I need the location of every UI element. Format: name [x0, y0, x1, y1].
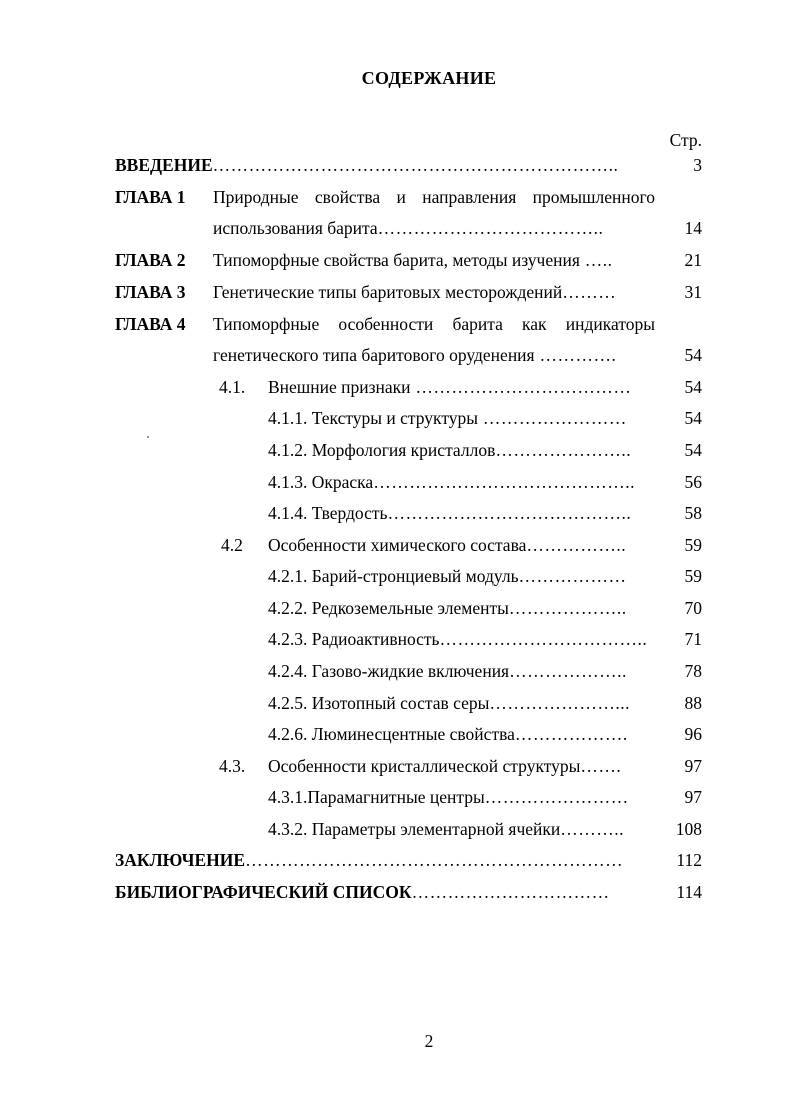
toc-entry-4-2-1[interactable] [268, 566, 627, 587]
toc-leader: …………. [534, 345, 617, 365]
scan-speck [147, 436, 149, 438]
toc-leader: ……………….. [509, 661, 627, 681]
toc-page: 31 [684, 282, 702, 302]
toc-entry-4-1-1[interactable] [268, 408, 627, 429]
toc-entry-section-4-3[interactable] [268, 756, 621, 777]
toc-page: 88 [684, 693, 702, 713]
page-number: 2 [424, 1031, 434, 1051]
toc-text: 4.1.3. Окраска [268, 472, 374, 492]
toc-text: Типоморфные свойства барита, методы изучения [213, 250, 580, 270]
toc-entry-conclusion[interactable] [115, 850, 623, 871]
toc-leader: ……………….. [508, 598, 627, 618]
toc-entry-4-2-5[interactable] [268, 693, 630, 714]
toc-entry-4-3-1[interactable] [268, 787, 629, 808]
toc-leader: …………………………………….. [373, 472, 635, 492]
toc-leader: …………………………….. [439, 629, 648, 649]
toc-page: 96 [684, 724, 702, 744]
toc-label: ЗАКЛЮЧЕНИЕ [115, 850, 246, 870]
toc-leader: ……….. [560, 819, 624, 839]
toc-text: Генетические типы баритовых месторождений [213, 282, 563, 302]
toc-page: 14 [684, 218, 702, 238]
toc-text: 4.2.6. Люминесцентные свойства [268, 724, 515, 744]
toc-entry-4-2-3[interactable] [268, 629, 647, 650]
toc-text: 4.1.2. Морфология кристаллов [268, 440, 496, 460]
page-title: СОДЕРЖАНИЕ [361, 68, 497, 88]
toc-text: 4.3.2. Параметры элементарной ячейки [268, 819, 561, 839]
toc-label-chapter-3: ГЛАВА 3 [115, 282, 186, 302]
toc-leader: ………………. [514, 724, 628, 744]
toc-leader: ………………….. [495, 440, 632, 460]
toc-entry-chapter-4[interactable]: Типоморфные особенности барита как индикаторы [213, 314, 655, 334]
toc-page: 54 [684, 345, 702, 365]
toc-leader: ……………… [518, 566, 627, 586]
toc-entry-4-1-2[interactable] [268, 440, 631, 461]
toc-page: 112 [676, 850, 702, 870]
toc-leader: ……. [580, 756, 622, 776]
toc-label-chapter-2: ГЛАВА 2 [115, 250, 186, 270]
toc-leader: ……………………………….. [377, 218, 604, 238]
toc-leader: ………………………………………………………….. [212, 155, 619, 175]
toc-entry-chapter-3[interactable] [213, 282, 616, 303]
toc-text: Внешние признаки [268, 377, 411, 397]
toc-leader: ……………………………………………………… [245, 850, 624, 870]
toc-text: 4.3.1.Парамагнитные центры [268, 787, 485, 807]
toc-text: 4.2.2. Редкоземельные элементы [268, 598, 509, 618]
toc-text: генетического типа баритового оруденения [213, 345, 535, 365]
toc-text: 4.2.4. Газово-жидкие включения [268, 661, 510, 681]
toc-entry-chapter-1-cont[interactable] [213, 218, 603, 239]
toc-label-section-4-3: 4.3. [219, 756, 246, 776]
toc-page: 54 [684, 440, 702, 460]
toc-entry-bibliography[interactable] [115, 882, 610, 903]
toc-label: БИБЛИОГРАФИЧЕСКИЙ СПИСОК [115, 882, 412, 902]
toc-text: 4.2.3. Радиоактивность [268, 629, 440, 649]
toc-entry-section-4-2[interactable] [268, 535, 626, 556]
toc-entry-4-1-3[interactable] [268, 472, 635, 493]
toc-page: 21 [684, 250, 702, 270]
toc-page: 59 [684, 535, 702, 555]
toc-page: 70 [684, 598, 702, 618]
toc-text: 4.1.1. Текстуры и структуры [268, 408, 479, 428]
toc-page: 3 [693, 155, 702, 175]
toc-label: ВВЕДЕНИЕ [115, 155, 213, 175]
toc-label-chapter-1: ГЛАВА 1 [115, 187, 186, 207]
toc-entry-chapter-2[interactable] [213, 250, 613, 271]
toc-page: 54 [684, 377, 702, 397]
toc-text: 4.1.4. Твердость [268, 503, 388, 523]
toc-leader: …………………… [478, 408, 627, 428]
toc-page: 78 [684, 661, 702, 681]
toc-page: 58 [684, 503, 702, 523]
toc-entry-4-3-2[interactable] [268, 819, 624, 840]
toc-page: 97 [684, 756, 702, 776]
toc-entry-introduction[interactable] [115, 155, 618, 176]
toc-page: 59 [684, 566, 702, 586]
toc-page: 56 [684, 472, 702, 492]
toc-text: Особенности химического состава [268, 535, 527, 555]
toc-label-section-4-1: 4.1. [219, 377, 246, 397]
toc-leader: ……… [562, 282, 617, 302]
toc-entry-4-2-4[interactable] [268, 661, 627, 682]
toc-page: 97 [684, 787, 702, 807]
toc-text: 4.2.5. Изотопный состав серы [268, 693, 490, 713]
toc-leader: …………………... [489, 693, 630, 713]
toc-text: использования барита [213, 218, 378, 238]
toc-page: 54 [684, 408, 702, 428]
page-column-header: Стр. [669, 130, 702, 150]
toc-label-section-4-2: 4.2 [221, 535, 243, 555]
toc-leader: …………………… [484, 787, 629, 807]
toc-leader: ………………………………….. [387, 503, 632, 523]
toc-text: 4.2.1. Барий-стронциевый модуль [268, 566, 519, 586]
toc-entry-chapter-1[interactable]: Природные свойства и направления промышленного [213, 187, 655, 207]
toc-page: 108 [675, 819, 702, 839]
toc-page: 71 [684, 629, 702, 649]
toc-leader: ……………………………… [410, 377, 632, 397]
toc-entry-4-2-2[interactable] [268, 598, 627, 619]
toc-leader: …………………………… [411, 882, 610, 902]
toc-entry-chapter-4-cont[interactable] [213, 345, 616, 366]
toc-text: Особенности кристаллической структуры [268, 756, 581, 776]
toc-page: 114 [676, 882, 702, 902]
toc-leader: ….. [579, 250, 613, 270]
toc-label-chapter-4: ГЛАВА 4 [115, 314, 186, 334]
toc-entry-4-1-4[interactable] [268, 503, 631, 524]
toc-leader: …………….. [526, 535, 627, 555]
toc-entry-section-4-1[interactable] [268, 377, 631, 398]
toc-entry-4-2-6[interactable] [268, 724, 628, 745]
